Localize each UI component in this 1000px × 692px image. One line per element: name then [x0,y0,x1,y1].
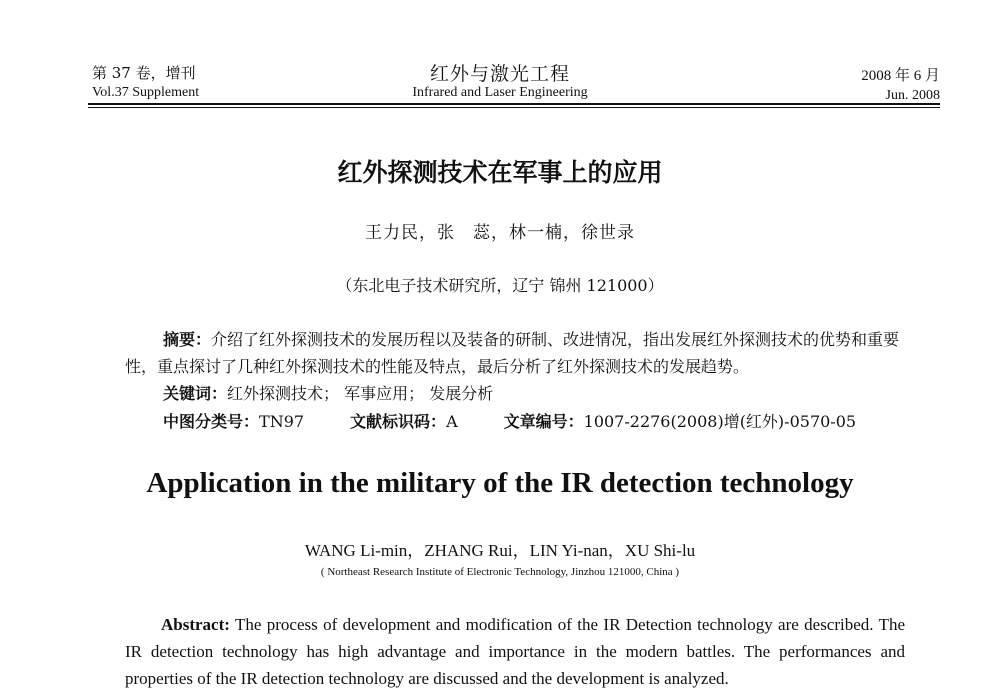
journal-name-en: Infrared and Laser Engineering [412,85,588,100]
issue-date-en: Jun. 2008 [885,88,940,103]
abstract-label-cn: 摘要： [163,330,212,349]
abstract-label-en: Abstract: [161,615,230,634]
article-no-value: 1007-2276(2008)增(红外)-0570-05 [583,412,857,431]
header-rule-thick [88,103,940,105]
affiliation-cn: （东北电子技术研究所，辽宁 锦州 121000） [336,276,664,295]
paper-title-cn: 红外探测技术在军事上的应用 [337,158,663,187]
clc-label: 中图分类号： [163,412,260,431]
journal-name-cn: 红外与激光工程 [429,63,570,85]
classification-line [163,409,856,432]
authors-en: WANG Li-min，ZHANG Rui，LIN Yi-nan，XU Shi-lu [304,541,696,560]
issue-date-cn: 2008 年 6 月 [861,68,940,84]
journal-volume-cn: 第 37 卷，增刊 [92,64,196,82]
doc-code-value: A [446,412,458,431]
article-no-label: 文章编号： [503,412,584,431]
abstract-text-en: The process of development and modification of the IR Detection technology are described. The IR detection technology has high advantage and importance in the modern battles. The performances and properties of the IR detection technology are discussed and the development is analyzed. [125,615,905,688]
paper-title-en: Application in the military of the IR detection technology [146,467,854,499]
journal-volume-en: Vol.37 Supplement [92,85,200,100]
affiliation-en: ( Northeast Research Institute of Electronic Technology, Jinzhou 121000, China ) [320,566,680,578]
keywords-label-cn: 关键词： [163,384,228,403]
clc-value: TN97 [259,412,305,431]
doc-code-label: 文献标识码： [350,412,447,431]
keywords-cn [163,381,493,404]
abstract-text-cn: 介绍了红外探测技术的发展历程以及装备的研制、改进情况，指出发展红外探测技术的优势和重要性，重点探讨了几种红外探测技术的性能及特点，最后分析了红外探测技术的发展趋势。 [125,330,900,376]
header-rule-thin [88,107,940,108]
abstract-en [125,611,905,692]
keywords-text-cn: 红外探测技术； 军事应用； 发展分析 [227,384,494,403]
authors-cn: 王力民，张 蕊，林一楠，徐世录 [365,223,635,243]
abstract-cn [125,326,905,380]
